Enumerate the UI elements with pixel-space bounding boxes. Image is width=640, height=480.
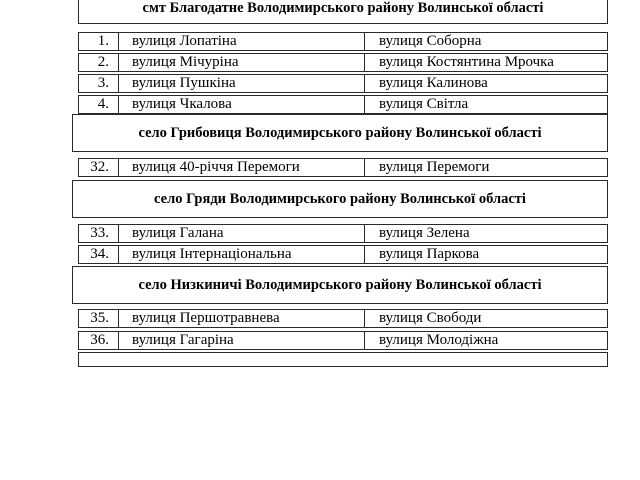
old-street-name: вулиця Пушкіна bbox=[119, 75, 365, 92]
row-number: 32. bbox=[79, 159, 119, 176]
new-street-name: вулиця Калинова bbox=[379, 75, 488, 91]
row-number: 3. bbox=[79, 75, 119, 92]
section-header-text: село Гряди Володимирського району Волинської області bbox=[154, 190, 526, 207]
section-header-nyzkynychi bbox=[72, 266, 608, 304]
old-street-name: вулиця Мічуріна bbox=[119, 54, 365, 71]
old-street-name: вулиця Першотравнева bbox=[119, 310, 365, 327]
row-number: 34. bbox=[79, 246, 119, 263]
section-header-blahodatne bbox=[78, 0, 608, 24]
table-row bbox=[78, 245, 608, 264]
table-row bbox=[78, 158, 608, 177]
new-street-name: вулиця Паркова bbox=[379, 246, 480, 262]
row-number: 35. bbox=[79, 310, 119, 327]
section-header-hriady bbox=[72, 180, 608, 218]
row-number: 2. bbox=[79, 54, 119, 71]
new-street-name: вулиця Свободи bbox=[379, 310, 482, 326]
old-street-name: вулиця Лопатіна bbox=[119, 33, 365, 50]
new-street-name: вулиця Соборна bbox=[379, 33, 482, 49]
new-street-name: вулиця Перемоги bbox=[379, 159, 490, 175]
table-row bbox=[78, 224, 608, 243]
old-street-name: вулиця 40-річчя Перемоги bbox=[119, 159, 365, 176]
row-number: 4. bbox=[79, 96, 119, 113]
old-street-name: вулиця Інтернаціональна bbox=[119, 246, 365, 263]
row-number: 36. bbox=[79, 332, 119, 349]
section-header-hrybovytsia bbox=[72, 114, 608, 152]
table-row bbox=[78, 331, 608, 350]
table-row bbox=[78, 74, 608, 93]
old-street-name: вулиця Гагаріна bbox=[119, 332, 365, 349]
section-header-text: село Низкиничі Володимирського району Волинської області bbox=[138, 276, 542, 293]
new-street-name: вулиця Світла bbox=[379, 96, 469, 112]
table-row bbox=[78, 32, 608, 51]
old-street-name: вулиця Галана bbox=[119, 225, 365, 242]
old-street-name: вулиця Чкалова bbox=[119, 96, 365, 113]
table-row bbox=[78, 53, 608, 72]
empty-row bbox=[78, 352, 608, 367]
new-street-name: вулиця Зелена bbox=[379, 225, 470, 241]
section-header-text: смт Благодатне Володимирського району Волинської області bbox=[142, 0, 544, 16]
row-number: 33. bbox=[79, 225, 119, 242]
section-header-text: село Грибовиця Володимирського району Волинської області bbox=[138, 124, 542, 141]
row-number: 1. bbox=[79, 33, 119, 50]
table-row bbox=[78, 309, 608, 328]
new-street-name: вулиця Молодіжна bbox=[379, 332, 499, 348]
new-street-name: вулиця Костянтина Мрочка bbox=[379, 54, 554, 70]
table-row bbox=[78, 95, 608, 114]
